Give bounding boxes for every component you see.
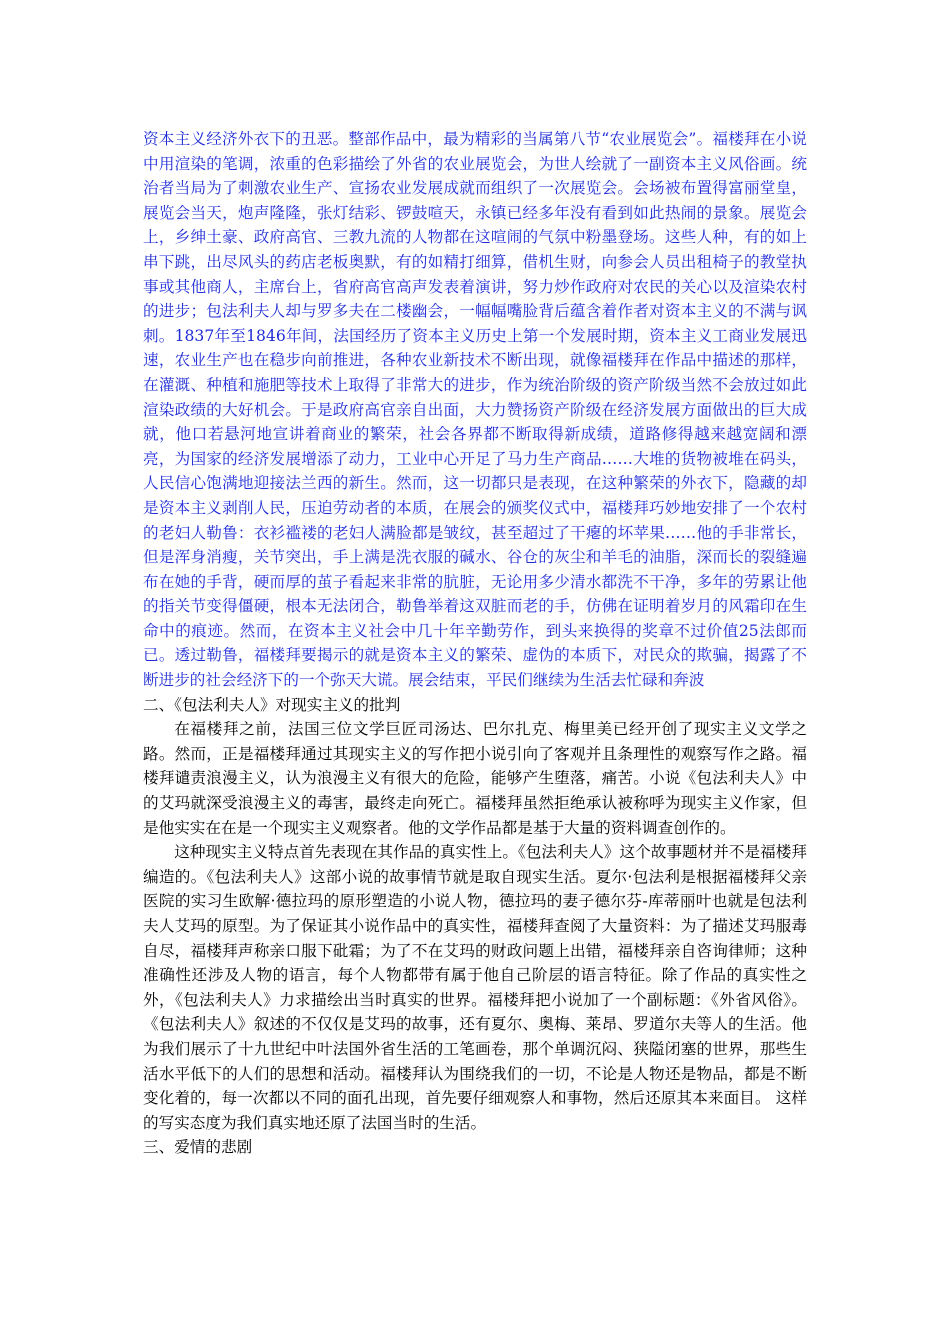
section-heading-2: 二、《包法利夫人》对现实主义的批判 [143, 695, 401, 714]
body-paragraph-2: 这种现实主义特点首先表现在其作品的真实性上。《包法利夫人》这个故事题材并不是福楼拜编造的。《包法利夫人》这部小说的故事情节就是取自现实生活。夏尔·包法利是根据福楼拜父亲医院的实习生欧解·德拉玛的原形塑造的小说人物，德拉玛的妻子德尔芬-库蒂丽叶也就是包法利夫人艾玛的原型。为了保证其小说作品中的真实性，福楼拜查阅了大量资料：为了描述艾玛服毒自尽，福楼拜声称亲口服下砒霜；为了不在艾玛的财政问题上出错，福楼拜亲自咨询律师；这种准确性还涉及人物的语言，每个人物都带有属于他自己阶层的语言特征。除了作品的真实性之外，《包法利夫人》力求描绘出当时真实的世界。福楼拜把小说加了一个副标题：《外省风俗》。《包法利夫人》叙述的不仅仅是艾玛的故事，还有夏尔、奥梅、莱昂、罗道尔夫等人的生活。他为我们展示了十九世纪中叶法国外省生活的工笔画卷，那个单调沉闷、狭隘闭塞的世界，那些生活水平低下的人们的思想和活动。福楼拜认为围绕我们的一切，不论是人物还是物品，都是不断变化着的，每一次都以不同的面孔出现，首先要仔细观察人和事物，然后还原其本来面目。 这样的写实态度为我们真实地还原了法国当时的生活。 [143, 843, 807, 1132]
document-page [143, 127, 807, 1160]
section-heading-3: 三、爱情的悲剧 [143, 1138, 253, 1157]
body-paragraph-1: 在福楼拜之前，法国三位文学巨匠司汤达、巴尔扎克、梅里美已经开创了现实主义文学之路。然而，正是福楼拜通过其现实主义的写作把小说引向了客观并且条理性的观察写作之路。福楼拜谴责浪漫主义，认为浪漫主义有很大的危险，能够产生堕落，痛苦。小说《包法利夫人》中的艾玛就深受浪漫主义的毒害，最终走向死亡。福楼拜虽然拒绝承认被称呼为现实主义作家，但是他实实在在是一个现实主义观察者。他的文学作品都是基于大量的资料调查创作的。 [143, 720, 807, 837]
highlighted-paragraph: 资本主义经济外衣下的丑恶。整部作品中，最为精彩的当属第八节“农业展览会”。福楼拜在小说中用渲染的笔调，浓重的色彩描绘了外省的农业展览会，为世人绘就了一副资本主义风俗画。统治者当局为了刺激农业生产、宣扬农业发展成就而组织了一次展览会。会场被布置得富丽堂皇，展览会当天，炮声隆隆，张灯结彩、锣鼓喧天，永镇已经多年没有看到如此热闹的景象。展览会上，乡绅土豪、政府高官、三教九流的人物都在这喧闹的气氛中粉墨登场。这些人种，有的如上串下跳，出尽风头的药店老板奥默，有的如精打细算，借机生财，向参会人员出租椅子的教堂执事或其他商人，主席台上，省府高官高声发表着演讲，努力炒作政府对农民的关心以及渲染农村的进步；包法利夫人却与罗多夫在二楼幽会，一幅幅嘴脸背后蕴含着作者对资本主义的不满与讽刺。1837年至1846年间，法国经历了资本主义历史上第一个发展时期，资本主义工商业发展迅速，农业生产也在稳步向前推进，各种农业新技术不断出现，就像福楼拜在作品中描述的那样，在灌溉、种植和施肥等技术上取得了非常大的进步，作为统治阶级的资产阶级当然不会放过如此渲染政绩的大好机会。于是政府高官亲自出面，大力赞扬资产阶级在经济发展方面做出的巨大成就，他口若悬河地宣讲着商业的繁荣，社会各界都不断取得新成绩，道路修得越来越宽阔和漂亮，为国家的经济发展增添了动力，工业中心开足了马力生产商品……大堆的货物被堆在码头，人民信心饱满地迎接法兰西的新生。然而，这一切都只是表现，在这种繁荣的外衣下，隐藏的却是资本主义剥削人民，压迫劳动者的本质，在展会的颁奖仪式中，福楼拜巧妙地安排了一个农村的老妇人勒鲁：衣衫褴褛的老妇人满脸都是皱纹，甚至超过了干瘪的坏苹果……他的手非常长，但是浑身消瘦，关节突出，手上满是洗衣服的碱水、谷仓的灰尘和羊毛的油脂，深而长的裂缝遍布在她的手背，硬而厚的茧子看起来非常的肮脏，无论用多少清水都洗不干净，多年的劳累让他的指关节变得僵硬，根本无法闭合，勒鲁举着这双脏而老的手，仿佛在证明着岁月的风霜印在生命中的痕迹。然而，在资本主义社会中几十年辛勤劳作，到头来换得的奖章不过价值25法郎而已。透过勒鲁，福楼拜要揭示的就是资本主义的繁荣、虚伪的本质下，对民众的欺骗，揭露了不断进步的社会经济下的一个弥天大谎。展会结束，平民们继续为生活去忙碌和奔波 [143, 130, 807, 690]
